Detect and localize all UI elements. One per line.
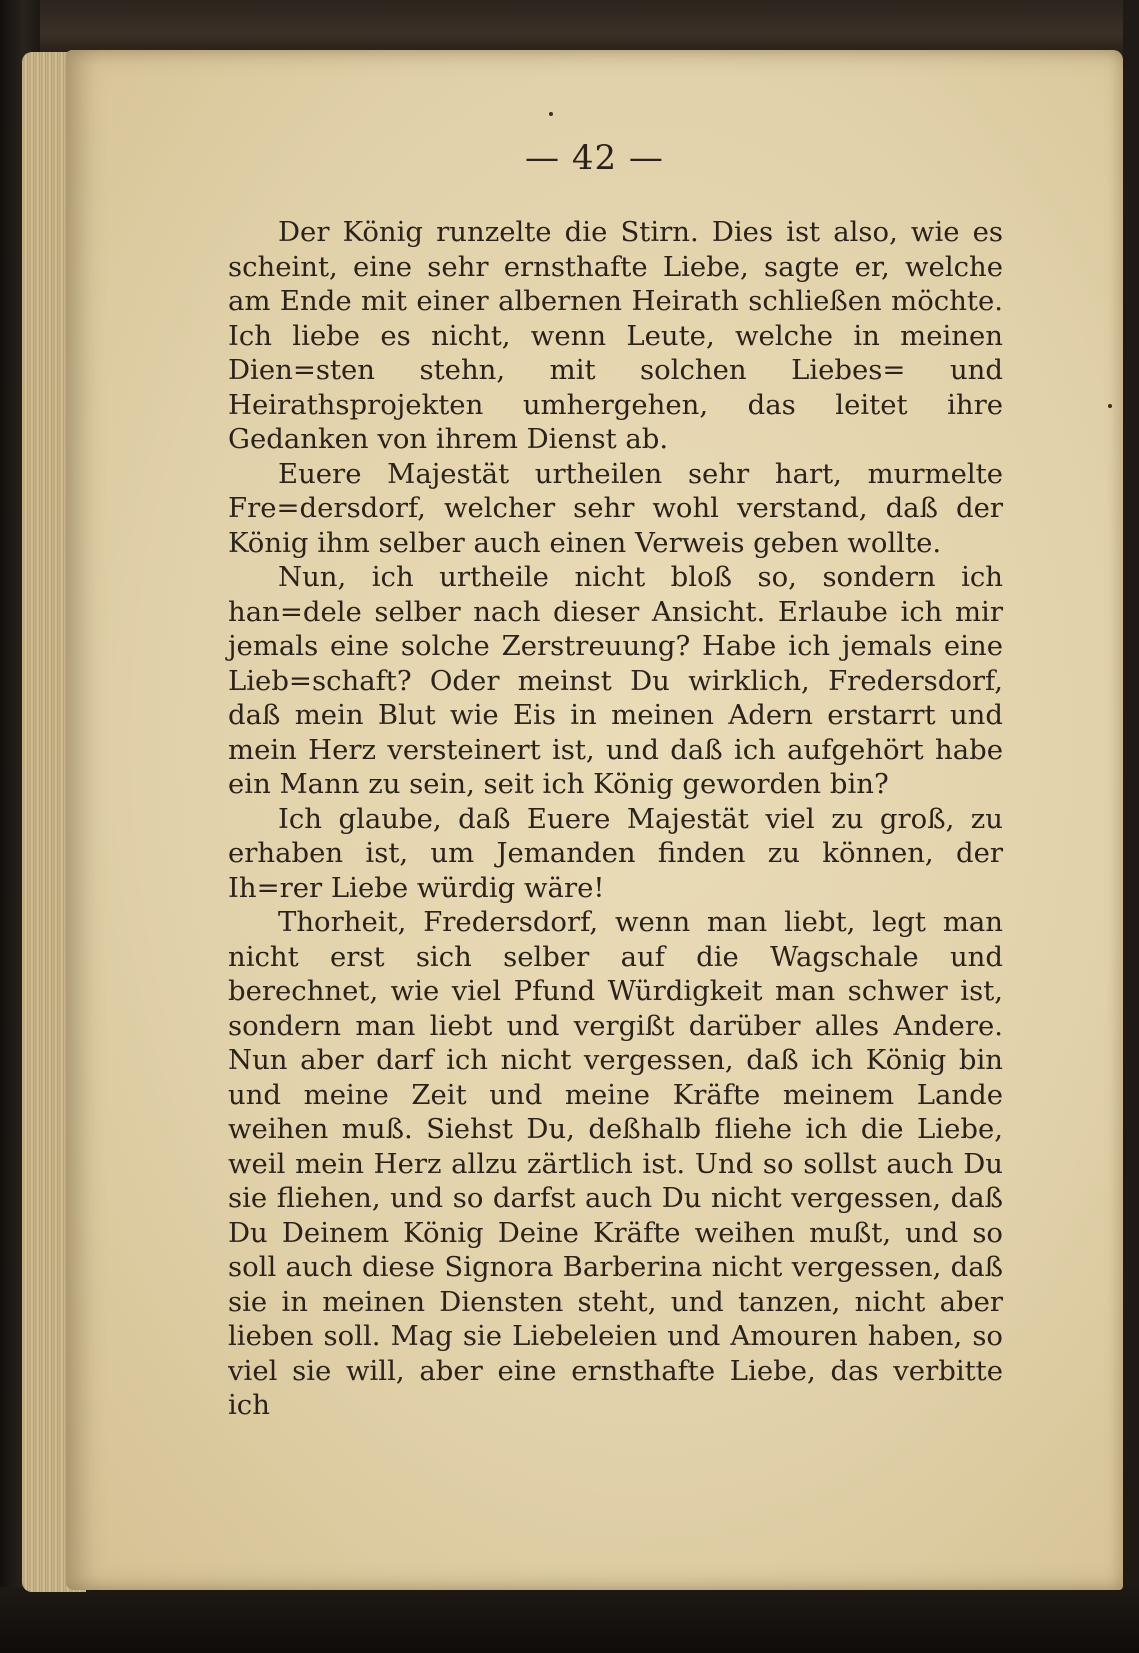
page-number: — 42 — <box>525 138 664 178</box>
paragraph-5: Thorheit, Fredersdorf, wenn man liebt, legt man nicht erst sich selber auf die Wagschale und berechnet, wie viel Pfund Würdigkeit man schwer ist, sondern man liebt und vergißt darüber alles Andere. Nun aber darf ich nicht vergessen, daß ich König bin und meine Zeit und meine Kräfte meinem Lande weihen muß. Siehst Du, deßhalb fliehe ich die Liebe, weil mein Herz allzu zärtlich ist. Und so sollst auch Du sie fliehen, und so darfst auch Du nicht vergessen, daß Du Deinem König Deine Kräfte weihen mußt, und so soll auch diese Signora Barberina nicht vergessen, daß sie in meinen Diensten steht, und tanzen, nicht aber lieben soll. Mag sie Liebeleien und Amouren haben, so viel sie will, aber eine ernsthafte Liebe, das verbitte ich <box>228 906 1003 1421</box>
ink-speck <box>549 112 553 116</box>
paragraph-4: Ich glaube, daß Euere Majestät viel zu groß, zu erhaben ist, um Jemanden finden zu können, der Ih=rer Liebe würdig wäre! <box>228 802 1003 904</box>
paragraph-2: Euere Majestät urtheilen sehr hart, murmelte Fre=dersdorf, welcher sehr wohl verstand, daß der König ihm selber auch einen Verweis geben wollte. <box>228 457 1003 559</box>
body-text <box>228 215 1003 1423</box>
paragraph-1: Der König runzelte die Stirn. Dies ist also, wie es scheint, eine sehr ernsthafte Liebe, sagte er, welche am Ende mit einer albernen Heirath schließen möchte. Ich liebe es nicht, wenn Leute, welche in meinen Dien=sten stehn, mit solchen Liebes= und Heirathsprojekten umhergehen, das leitet ihre Gedanken von ihrem Dienst ab. <box>228 216 1003 455</box>
paragraph-3: Nun, ich urtheile nicht bloß so, sondern ich han=dele selber nach dieser Ansicht. Erlaube ich mir jemals eine solche Zerstreuung? Habe ich jemals eine Lieb=schaft? Oder meinst Du wirklich, Fredersdorf, daß mein Blut wie Eis in meinen Adern erstarrt und mein Herz versteinert ist, und daß ich aufgehört habe ein Mann zu sein, seit ich König geworden bin? <box>228 561 1003 800</box>
book-cover-right <box>1123 0 1139 1653</box>
book-cover-bottom <box>0 1587 1139 1653</box>
book-page <box>66 50 1123 1590</box>
ink-speck-right <box>1108 404 1112 408</box>
